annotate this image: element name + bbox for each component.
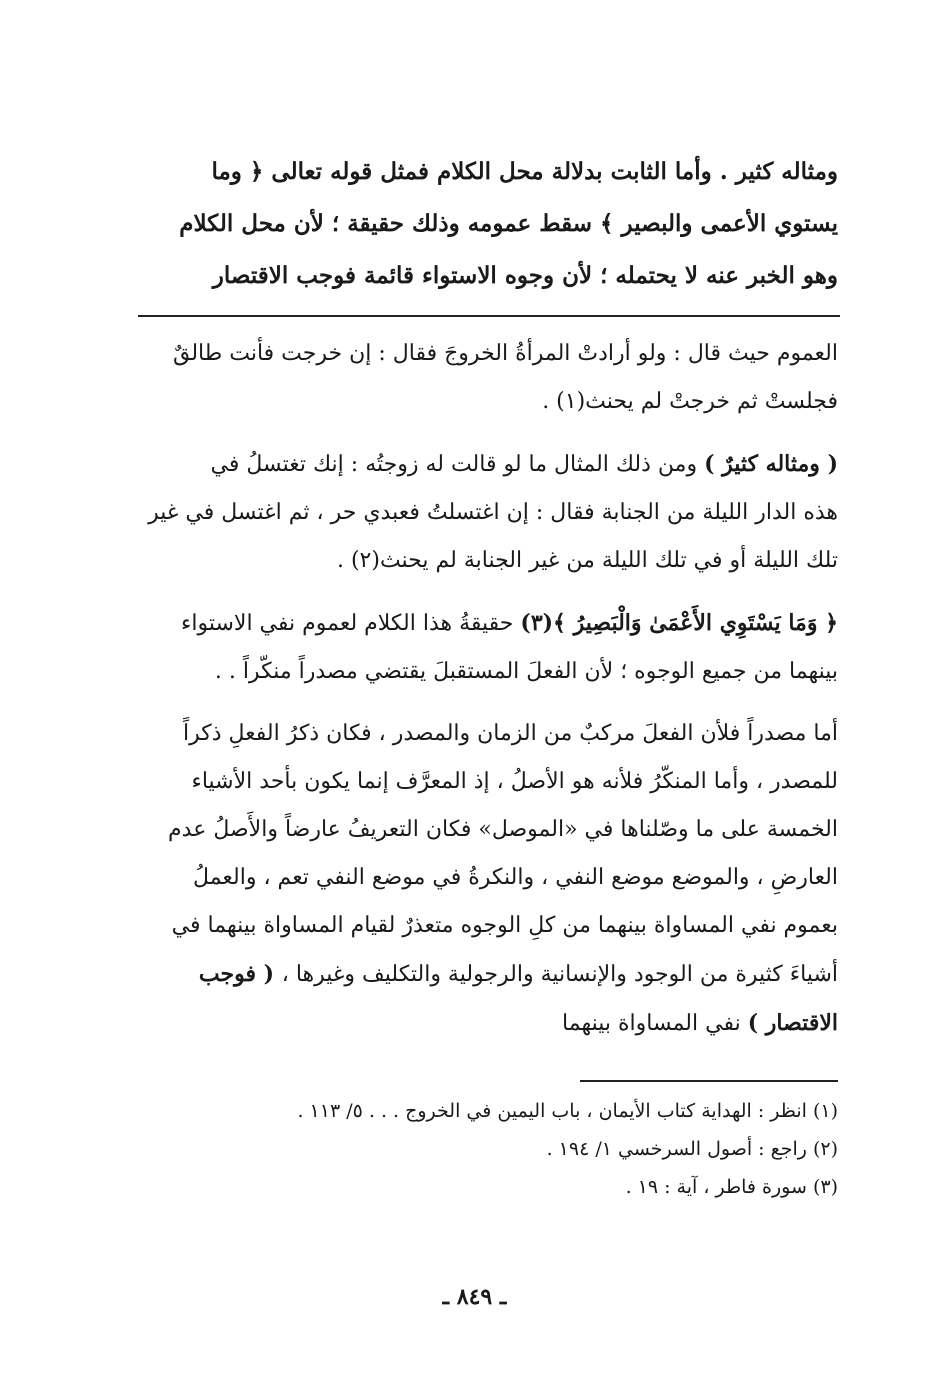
main-text-line: يستوي الأعمى والبصير ﴾ سقط عمومه وذلك حقيقة ؛ لأن محل الكلام [179, 210, 838, 237]
paragraph-gap [135, 426, 838, 440]
separator-line [138, 315, 840, 317]
footnote: (٢) راجع : أصول السرخسي ١/ ١٩٤ . [546, 1138, 838, 1160]
commentary-lead: ( فوجب [198, 961, 282, 987]
commentary-line: تلك الليلة أو في تلك الليلة من غير الجنابة لم يحنث(٢) . [336, 548, 838, 573]
commentary-text-span: أشياءَ كثيرة من الوجود والإنسانية والرجولية والتكليف وغيرها ، [281, 962, 838, 987]
commentary-line: هذه الدار الليلة من الجنابة فقال : إن اغتسلتُ فعبدي حر ، ثم اغتسل في غير [148, 500, 838, 525]
commentary-lead: الاقتصار ) [747, 1010, 838, 1036]
main-text [135, 146, 838, 302]
commentary-text [135, 330, 838, 1048]
commentary-text-span: ومن ذلك المثال ما لو قالت له زوجتُه : إنك تغتسلُ في [210, 452, 705, 477]
commentary-line [135, 599, 838, 648]
commentary-line: بينهما من جميع الوجوه ؛ لأن الفعلَ المستقبلَ يقتضي مصدراً منكّراً . . [214, 659, 838, 684]
footnotes [135, 1092, 838, 1206]
commentary-line: أما مصدراً فلأن الفعلَ مركبٌ من الزمان والمصدر ، فكان ذكرُ الفعلِ ذكراً [183, 721, 838, 746]
quran-quote: ﴿ وَمَا يَسْتَوِي الأَعْمَىٰ وَالْبَصِيرُ ﴾(٣) [520, 610, 838, 636]
commentary-line: العموم حيث قال : ولو أرادتْ المرأةُ الخروجَ فقال : إن خرجت فأنت طالقٌ [172, 341, 838, 366]
commentary-line [135, 999, 838, 1048]
commentary-line: فجلستْ ثم خرجتْ لم يحنث(١) . [542, 389, 838, 414]
main-text-line: وهو الخبر عنه لا يحتمله ؛ لأن وجوه الاستواء قائمة فوجب الاقتصار [212, 262, 838, 289]
commentary-text-span: نفي المساواة بينهما [562, 1011, 748, 1036]
paragraph-gap [135, 696, 838, 710]
commentary-line [135, 950, 838, 999]
page-number: ـ ٨٤٩ ـ [442, 1284, 507, 1310]
commentary-line: الخمسة على ما وصّلناها في «الموصل» فكان التعريفُ عارضاً والأَصلُ عدم [168, 817, 838, 842]
commentary-text-span: حقيقةُ هذا الكلام لعموم نفي الاستواء [181, 611, 521, 636]
commentary-line: بعموم نفي المساواة بينهما من كلِ الوجوه متعذرٌ لقيام المساواة بينهما في [171, 913, 838, 938]
paragraph-gap [135, 585, 838, 599]
commentary-line [135, 440, 838, 489]
footnote: (١) انظر : الهداية كتاب الأيمان ، باب اليمين في الخروج . . . ٥/ ١١٣ . [297, 1100, 838, 1122]
commentary-lead: ( ومثاله كثيرٌ ) [704, 451, 838, 477]
commentary-line: للمصدر ، وأما المنكّرُ فلأنه هو الأصلُ ، إذ المعرَّف إنما يكون بأحد الأشياء [191, 769, 838, 794]
main-text-line: ومثاله كثير . وأما الثابت بدلالة محل الكلام فمثل قوله تعالى ﴿ وما [211, 158, 838, 185]
footnote-separator [580, 1080, 838, 1082]
commentary-line: العارضِ ، والموضع موضع النفي ، والنكرةُ في موضع النفي تعم ، والعملُ [193, 865, 838, 890]
footnote: (٣) سورة فاطر ، آية : ١٩ . [625, 1176, 838, 1198]
